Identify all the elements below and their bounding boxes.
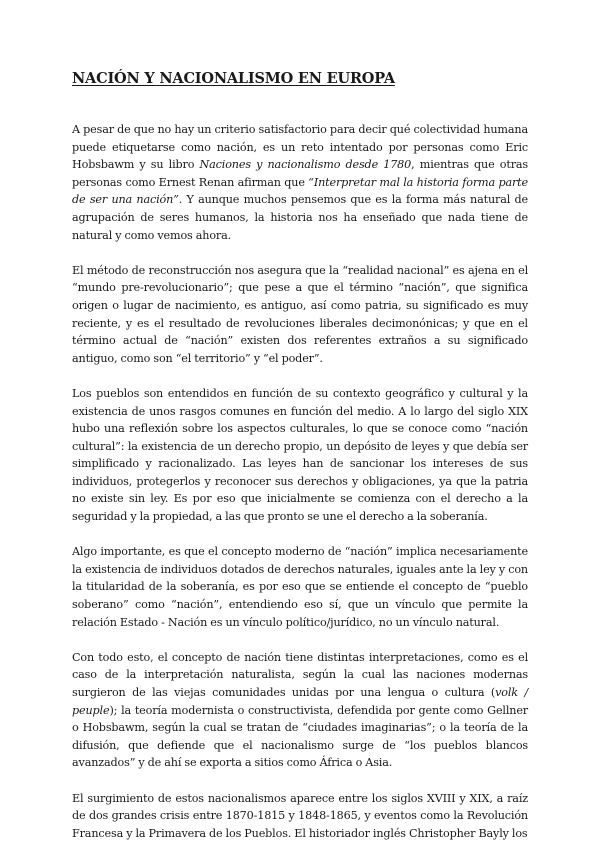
document-title: NACIÓN Y NACIONALISMO EN EUROPA	[72, 70, 395, 87]
paragraph-4: Algo importante, es que el concepto moderno de “nación” implica necesariamente la existencia de individuos dotados de derechos naturales, iguales ante la ley y con la titularidad de la soberanía, es por eso que se entiende el concepto de “pueblo soberano” como “nación”, entendiendo eso sí, que un vínculo que permite la relación Estado - Nación es un vínculo político/jurídico, no un vínculo natural.	[72, 545, 528, 629]
paragraph-2: El método de reconstrucción nos asegura que la “realidad nacional” es ajena en el “mundo pre-revolucionario”; que pese a que el término “nación”, que significa origen o lugar de nacimiento, es antiguo, así como patria, su significado es muy reciente, y es el resultado de revoluciones liberales decimonónicas; y que en el término actual de “nación” existen dos referentes extraños a su significado antiguo, como son “el territorio” y “el poder”.	[72, 263, 528, 365]
document-page	[72, 70, 528, 860]
book-title-italic: Naciones y nacionalismo desde 1780	[199, 158, 412, 172]
paragraph-5-text-a: Con todo esto, el concepto de nación tiene distintas interpretaciones, como es el caso de la interpretación naturalista, según la cual las naciones modernas surgieron de las viejas comunidades unidas por una lengua o cultura (	[72, 650, 528, 699]
paragraph-6: El surgimiento de estos nacionalismos aparece entre los siglos XVIII y XIX, a raíz de dos grandes crisis entre 1870-1815 y 1848-1865, y eventos como la Revolución Francesa y la Primavera de los Pueblos. El historiador inglés Christopher Bayly los	[72, 791, 528, 840]
paragraph-1-text-c: , mientras que otras personas como Ernest Renan afirman que	[72, 158, 528, 189]
paragraph-5	[72, 649, 528, 772]
renan-quote-italic: “Interpretar mal la historia forma parte de ser una nación”	[72, 175, 528, 207]
paragraph-1-text-a: A pesar de que no hay un criterio satisfactorio para decir qué colectividad humana puede etiquetarse como nación, es un reto intentado por personas como Eric Hobsbawm y su libro	[72, 123, 528, 172]
paragraph-1-text-e: . Y aunque muchos pensemos que es la forma más natural de agrupación de seres humanos, la historia nos ha enseñado que nada tiene de natural y como vemos ahora.	[72, 193, 528, 242]
paragraph-5-text-c: ); la teoría modernista o constructivista, defendida por gente como Gellner o Hobsbawm, según la cual se tratan de “ciudades imaginarias”; o la teoría de la difusión, que defiende que el nacionalismo surge de “los pueblos blancos avanzados” y de ahí se exporta a sitios como África o Asia.	[72, 703, 528, 770]
paragraph-3: Los pueblos son entendidos en función de su contexto geográfico y cultural y la existencia de unos rasgos comunes en función del medio. A lo largo del siglo XIX hubo una reflexión sobre los aspectos culturales, lo que se conoce como “nación cultural”: la existencia de un derecho propio, un depósito de leyes y que debía ser simplificado y racionalizado. Las leyes han de sancionar los intereses de sus individuos, protegerlos y reconocer sus derechos y obligaciones, ya que la patria no existe sin ley. Es por eso que inicialmente se comienza con el derecho a la seguridad y la propiedad, a las que pronto se une el derecho a la soberanía.	[72, 386, 528, 524]
paragraph-1	[72, 121, 528, 244]
volk-peuple-italic: volk / peuple	[72, 686, 528, 717]
